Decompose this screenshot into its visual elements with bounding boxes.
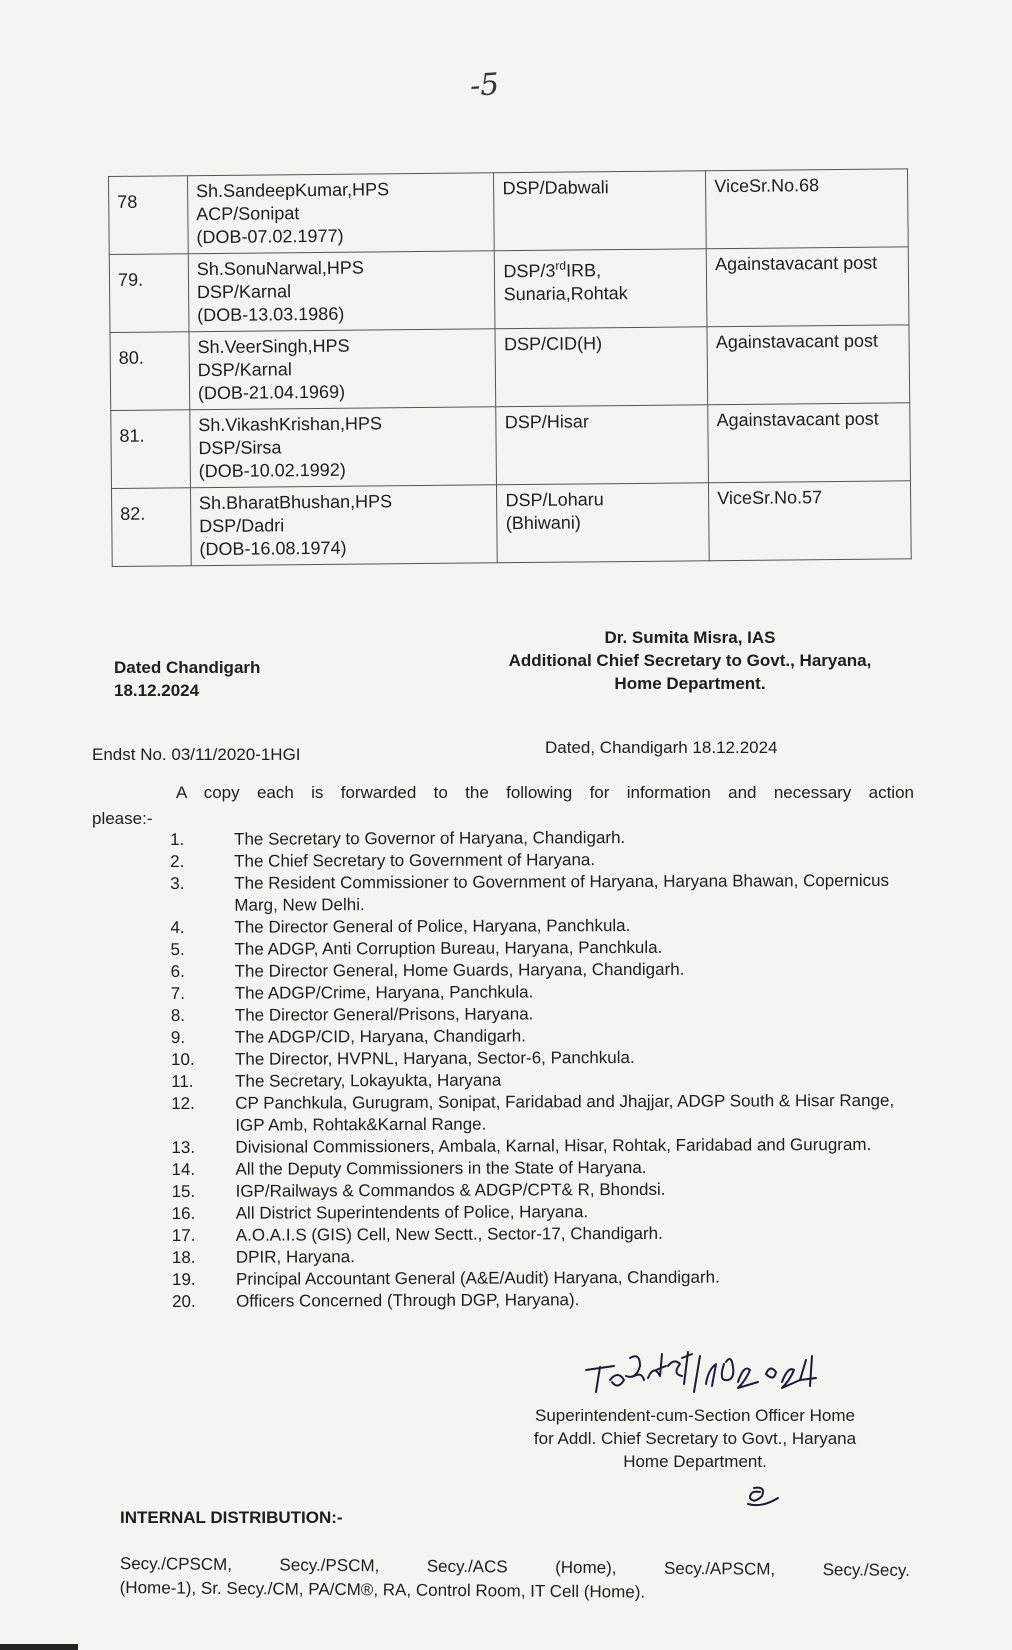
list-item-number: 20. [172, 1291, 196, 1311]
internal-line-2: (Home-1), Sr. Secy./CM, PA/CM®, RA, Control Room, IT Cell (Home). [119, 1577, 646, 1602]
officer-cell [190, 485, 497, 566]
officer-current-post: DSP/Dadri [199, 515, 285, 537]
signatory-block [460, 626, 920, 695]
new-post-cell [497, 483, 709, 563]
list-item-text: Principal Accountant General (A&E/Audit) Haryana, Chandigarh. [235, 1267, 720, 1289]
list-item [171, 1002, 919, 1027]
list-item [171, 1068, 919, 1093]
officer-dob: (DOB-21.04.1969) [197, 381, 346, 404]
list-item-number: 7. [170, 983, 185, 1003]
list-item-text: The Chief Secretary to Government of Haryana. [234, 850, 596, 871]
list-item [172, 1200, 920, 1225]
sr-cell: 78 [109, 176, 189, 255]
list-item [171, 1090, 919, 1137]
list-item [171, 980, 919, 1005]
list-item-text: CP Panchkula, Gurugram, Sonipat, Faridabad and Jhajjar, ADGP South & Hisar Range, IGP Amb, Rohtak&Karnal Range. [235, 1090, 895, 1135]
list-item [171, 1134, 919, 1159]
scan-edge-shadow [0, 1644, 78, 1650]
table-row [109, 169, 909, 255]
table-row [109, 247, 909, 333]
forward-line-2: please:- [92, 809, 153, 828]
officer-cell [190, 407, 497, 488]
officer-name: Sh.VikashKrishan,HPS [198, 413, 383, 436]
list-item [170, 870, 918, 917]
list-item-number: 6. [170, 961, 185, 981]
officer-cell [188, 251, 495, 332]
list-item-text: The Secretary to Governor of Haryana, Chandigarh. [234, 828, 626, 849]
officer-current-post: DSP/Karnal [196, 281, 292, 303]
list-item-number: 1. [170, 829, 185, 849]
table-row [110, 325, 910, 411]
list-item-text: Divisional Commissioners, Ambala, Karnal, Hisar, Rohtak, Faridabad and Gurugram. [235, 1134, 872, 1157]
endorsement-number: Endst No. 03/11/2020-1HGI [92, 745, 301, 764]
officer-name: Sh.SonuNarwal,HPS [196, 257, 364, 280]
list-item [170, 936, 918, 961]
officer-dob: (DOB-13.03.1986) [197, 303, 345, 326]
new-post-location: Sunaria,Rohtak [503, 283, 628, 305]
transfer-table [108, 168, 912, 567]
page-number-text: -5 [468, 67, 501, 104]
list-item-text: Officers Concerned (Through DGP, Haryana). [236, 1290, 580, 1311]
remarks-cell: Againstavacant post [708, 403, 911, 483]
officer-block [500, 1404, 890, 1473]
list-item-text: All District Superintendents of Police, Haryana. [235, 1202, 589, 1223]
list-item [171, 1156, 919, 1181]
new-post-location: (Bhiwani) [505, 512, 581, 534]
list-item-number: 16. [171, 1203, 196, 1223]
officer-name: Sh.SandeepKumar,HPS [195, 179, 390, 202]
list-item-text: The ADGP/Crime, Haryana, Panchkula. [234, 982, 534, 1003]
sr-cell: 80. [110, 332, 190, 411]
list-item [172, 1288, 920, 1313]
internal-distribution-heading: INTERNAL DISTRIBUTION:- [120, 1508, 343, 1527]
list-item-number: 8. [170, 1005, 186, 1025]
list-item-number: 18. [171, 1247, 196, 1267]
officer-current-post: DSP/Sirsa [198, 437, 282, 459]
handwritten-signature [580, 1348, 860, 1408]
new-post: DSP/Loharu [505, 489, 604, 511]
table-row [111, 481, 911, 567]
new-post [503, 253, 698, 283]
new-post: DSP/Dabwali [502, 177, 609, 199]
officer-name: Sh.BharatBhushan,HPS [198, 491, 393, 514]
officer-dob: (DOB-16.08.1974) [199, 537, 347, 560]
new-post-cell [495, 327, 707, 407]
list-item-number: 5. [170, 939, 185, 959]
list-item [172, 1266, 920, 1291]
officer-cell [187, 173, 494, 254]
table-row [111, 403, 911, 489]
list-item-number: 10. [170, 1049, 195, 1069]
signatory-designation: Additional Chief Secretary to Govt., Haryana, [508, 651, 872, 670]
list-item-number: 17. [171, 1225, 196, 1245]
officer-dob: (DOB-07.02.1977) [196, 225, 344, 248]
forward-paragraph [92, 780, 914, 832]
new-post: DSP/CID(H) [504, 333, 603, 355]
sr-cell: 81. [111, 410, 191, 489]
list-item-text: The Resident Commissioner to Government of Haryana, Haryana Bhawan, Copernicus Marg, New Delhi. [234, 870, 890, 915]
new-post: DSP/Hisar [504, 411, 589, 433]
list-item [171, 1024, 919, 1049]
new-post-suffix: IRB, [566, 260, 602, 281]
endorsement-date: Dated, Chandigarh 18.12.2024 [545, 738, 778, 757]
dated-place: Dated Chandigarh [114, 658, 261, 677]
officer-line-3: Home Department. [623, 1452, 767, 1471]
internal-distribution-text [120, 1552, 910, 1607]
remarks-cell: ViceSr.No.57 [709, 481, 912, 561]
sr-cell: 79. [109, 254, 189, 333]
list-item-number: 9. [170, 1027, 186, 1047]
officer-dob: (DOB-10.02.1992) [198, 459, 346, 482]
list-item-text: The Director General/Prisons, Haryana. [234, 1004, 534, 1025]
remarks-cell: Againstavacant post [706, 247, 909, 327]
signatory-name: Dr. Sumita Misra, IAS [604, 628, 776, 647]
list-item-number: 3. [170, 873, 185, 893]
list-item [171, 958, 919, 983]
list-item-text: The Secretary, Lokayukta, Haryana [235, 1070, 502, 1091]
remarks-cell: ViceSr.No.68 [706, 169, 909, 249]
list-item [172, 1222, 920, 1247]
dated-place-block [114, 656, 260, 702]
list-item [172, 1244, 920, 1269]
signatory-department: Home Department. [614, 674, 766, 693]
list-item [172, 1178, 920, 1203]
list-item-text: The ADGP/CID, Haryana, Chandigarh. [234, 1026, 526, 1047]
list-item [170, 848, 918, 873]
list-item-number: 11. [171, 1071, 194, 1091]
list-item-number: 19. [171, 1269, 196, 1289]
list-item-number: 12. [171, 1093, 195, 1113]
list-item-number: 14. [171, 1159, 196, 1179]
officer-current-post: ACP/Sonipat [196, 203, 300, 225]
dated-date: 18.12.2024 [114, 681, 200, 700]
officer-name: Sh.VeerSingh,HPS [197, 335, 350, 358]
list-item [170, 826, 918, 851]
new-post-ordinal: rd [555, 258, 567, 273]
handwritten-initials [744, 1484, 784, 1510]
officer-current-post: DSP/Karnal [197, 359, 292, 381]
list-item-text: All the Deputy Commissioners in the State of Haryana. [235, 1157, 647, 1179]
list-item-number: 15. [171, 1181, 196, 1201]
list-item-text: DPIR, Haryana. [235, 1247, 355, 1267]
new-post-cell [495, 249, 707, 329]
new-post-cell [496, 405, 708, 485]
distribution-list [170, 826, 920, 1313]
list-item-text: A.O.A.I.S (GIS) Cell, New Sectt., Sector-17, Chandigarh. [235, 1223, 663, 1245]
list-item-text: The Director General of Police, Haryana, Panchkula. [234, 915, 631, 937]
officer-cell [189, 329, 496, 410]
list-item-text: The Director General, Home Guards, Haryana, Chandigarh. [234, 959, 685, 981]
list-item-number: 13. [171, 1137, 196, 1157]
page-number-mark [469, 67, 501, 104]
new-post-prefix: DSP/3 [503, 260, 556, 282]
list-item [171, 1046, 919, 1071]
list-item [170, 914, 918, 939]
list-item-text: The ADGP, Anti Corruption Bureau, Haryana, Panchkula. [234, 937, 663, 959]
remarks-cell: Againstavacant post [707, 325, 910, 405]
sr-cell: 82. [111, 488, 191, 567]
officer-line-2: for Addl. Chief Secretary to Govt., Haryana [533, 1429, 857, 1448]
list-item-text: IGP/Railways & Commandos & ADGP/CPT& R, Bhondsi. [235, 1179, 666, 1201]
officer-line-1: Superintendent-cum-Section Officer Home [534, 1406, 855, 1425]
list-item-text: The Director, HVPNL, Haryana, Sector-6, Panchkula. [234, 1047, 635, 1069]
list-item-number: 4. [170, 917, 185, 937]
forward-line-1: A copy each is forwarded to the following for information and necessary action [176, 783, 914, 802]
new-post-cell [494, 171, 706, 251]
internal-line-1: Secy./CPSCM, Secy./PSCM, Secy./ACS (Home), Secy./APSCM, Secy./Secy. [119, 1553, 910, 1580]
list-item-number: 2. [170, 851, 185, 871]
